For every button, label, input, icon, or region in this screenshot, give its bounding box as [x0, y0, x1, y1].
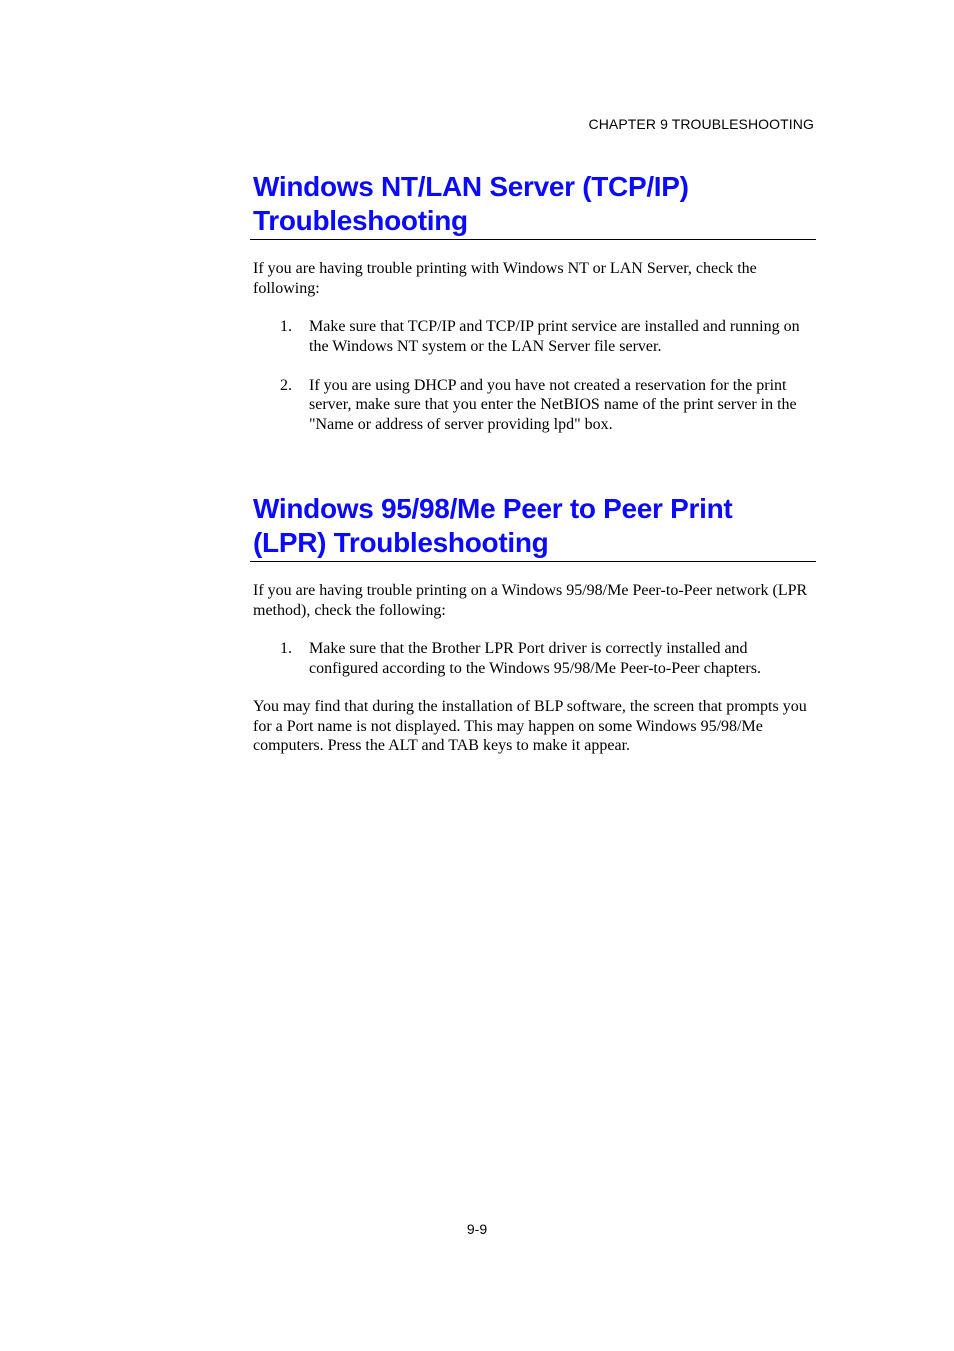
page-number: 9-9: [466, 1221, 488, 1237]
section-intro: If you are having trouble printing on a Windows 95/98/Me Peer-to-Peer network (LPR method), check the following:: [253, 582, 808, 619]
section-nt-lan-server: [253, 170, 816, 434]
section-closing-paragraph: You may find that during the installation of BLP software, the screen that prompts you for a Port name is not displayed. This may happen on some Windows 95/98/Me computers. Press the ALT and TAB keys to make it appear.: [253, 698, 807, 754]
section-heading: [253, 492, 816, 560]
section-heading: [253, 170, 816, 238]
section-heading-line1: Windows 95/98/Me Peer to Peer Print: [253, 493, 733, 524]
list-item: [253, 376, 816, 435]
section-intro: If you are having trouble printing with Windows NT or LAN Server, check the following:: [253, 260, 757, 297]
list-item-number: 2.: [280, 376, 292, 394]
list-item: [253, 639, 816, 678]
section-heading-line1: Windows NT/LAN Server (TCP/IP): [253, 171, 689, 202]
heading-rule: [250, 561, 816, 562]
list-item: [253, 317, 816, 356]
list-item-number: 1.: [280, 318, 292, 335]
section-heading-line2: Troubleshooting: [253, 205, 468, 236]
heading-rule: [250, 239, 816, 240]
list-item-text: Make sure that TCP/IP and TCP/IP print service are installed and running on the Windows NT system or the LAN Server file server.: [309, 318, 800, 355]
list-item-text: If you are using DHCP and you have not created a reservation for the print server, make sure that you enter the NetBIOS name of the print server in the "Name or address of server providing lpd" box.: [309, 376, 797, 433]
list-item-text: Make sure that the Brother LPR Port driver is correctly installed and configured according to the Windows 95/98/Me Peer-to-Peer chapters.: [309, 640, 761, 677]
running-header: CHAPTER 9 TROUBLESHOOTING: [588, 116, 814, 132]
steps-list: [253, 317, 816, 434]
section-win95-peer-lpr: [253, 492, 816, 756]
section-heading-line2: (LPR) Troubleshooting: [253, 527, 549, 558]
steps-list: [253, 639, 816, 678]
list-item-number: 1.: [280, 640, 292, 657]
